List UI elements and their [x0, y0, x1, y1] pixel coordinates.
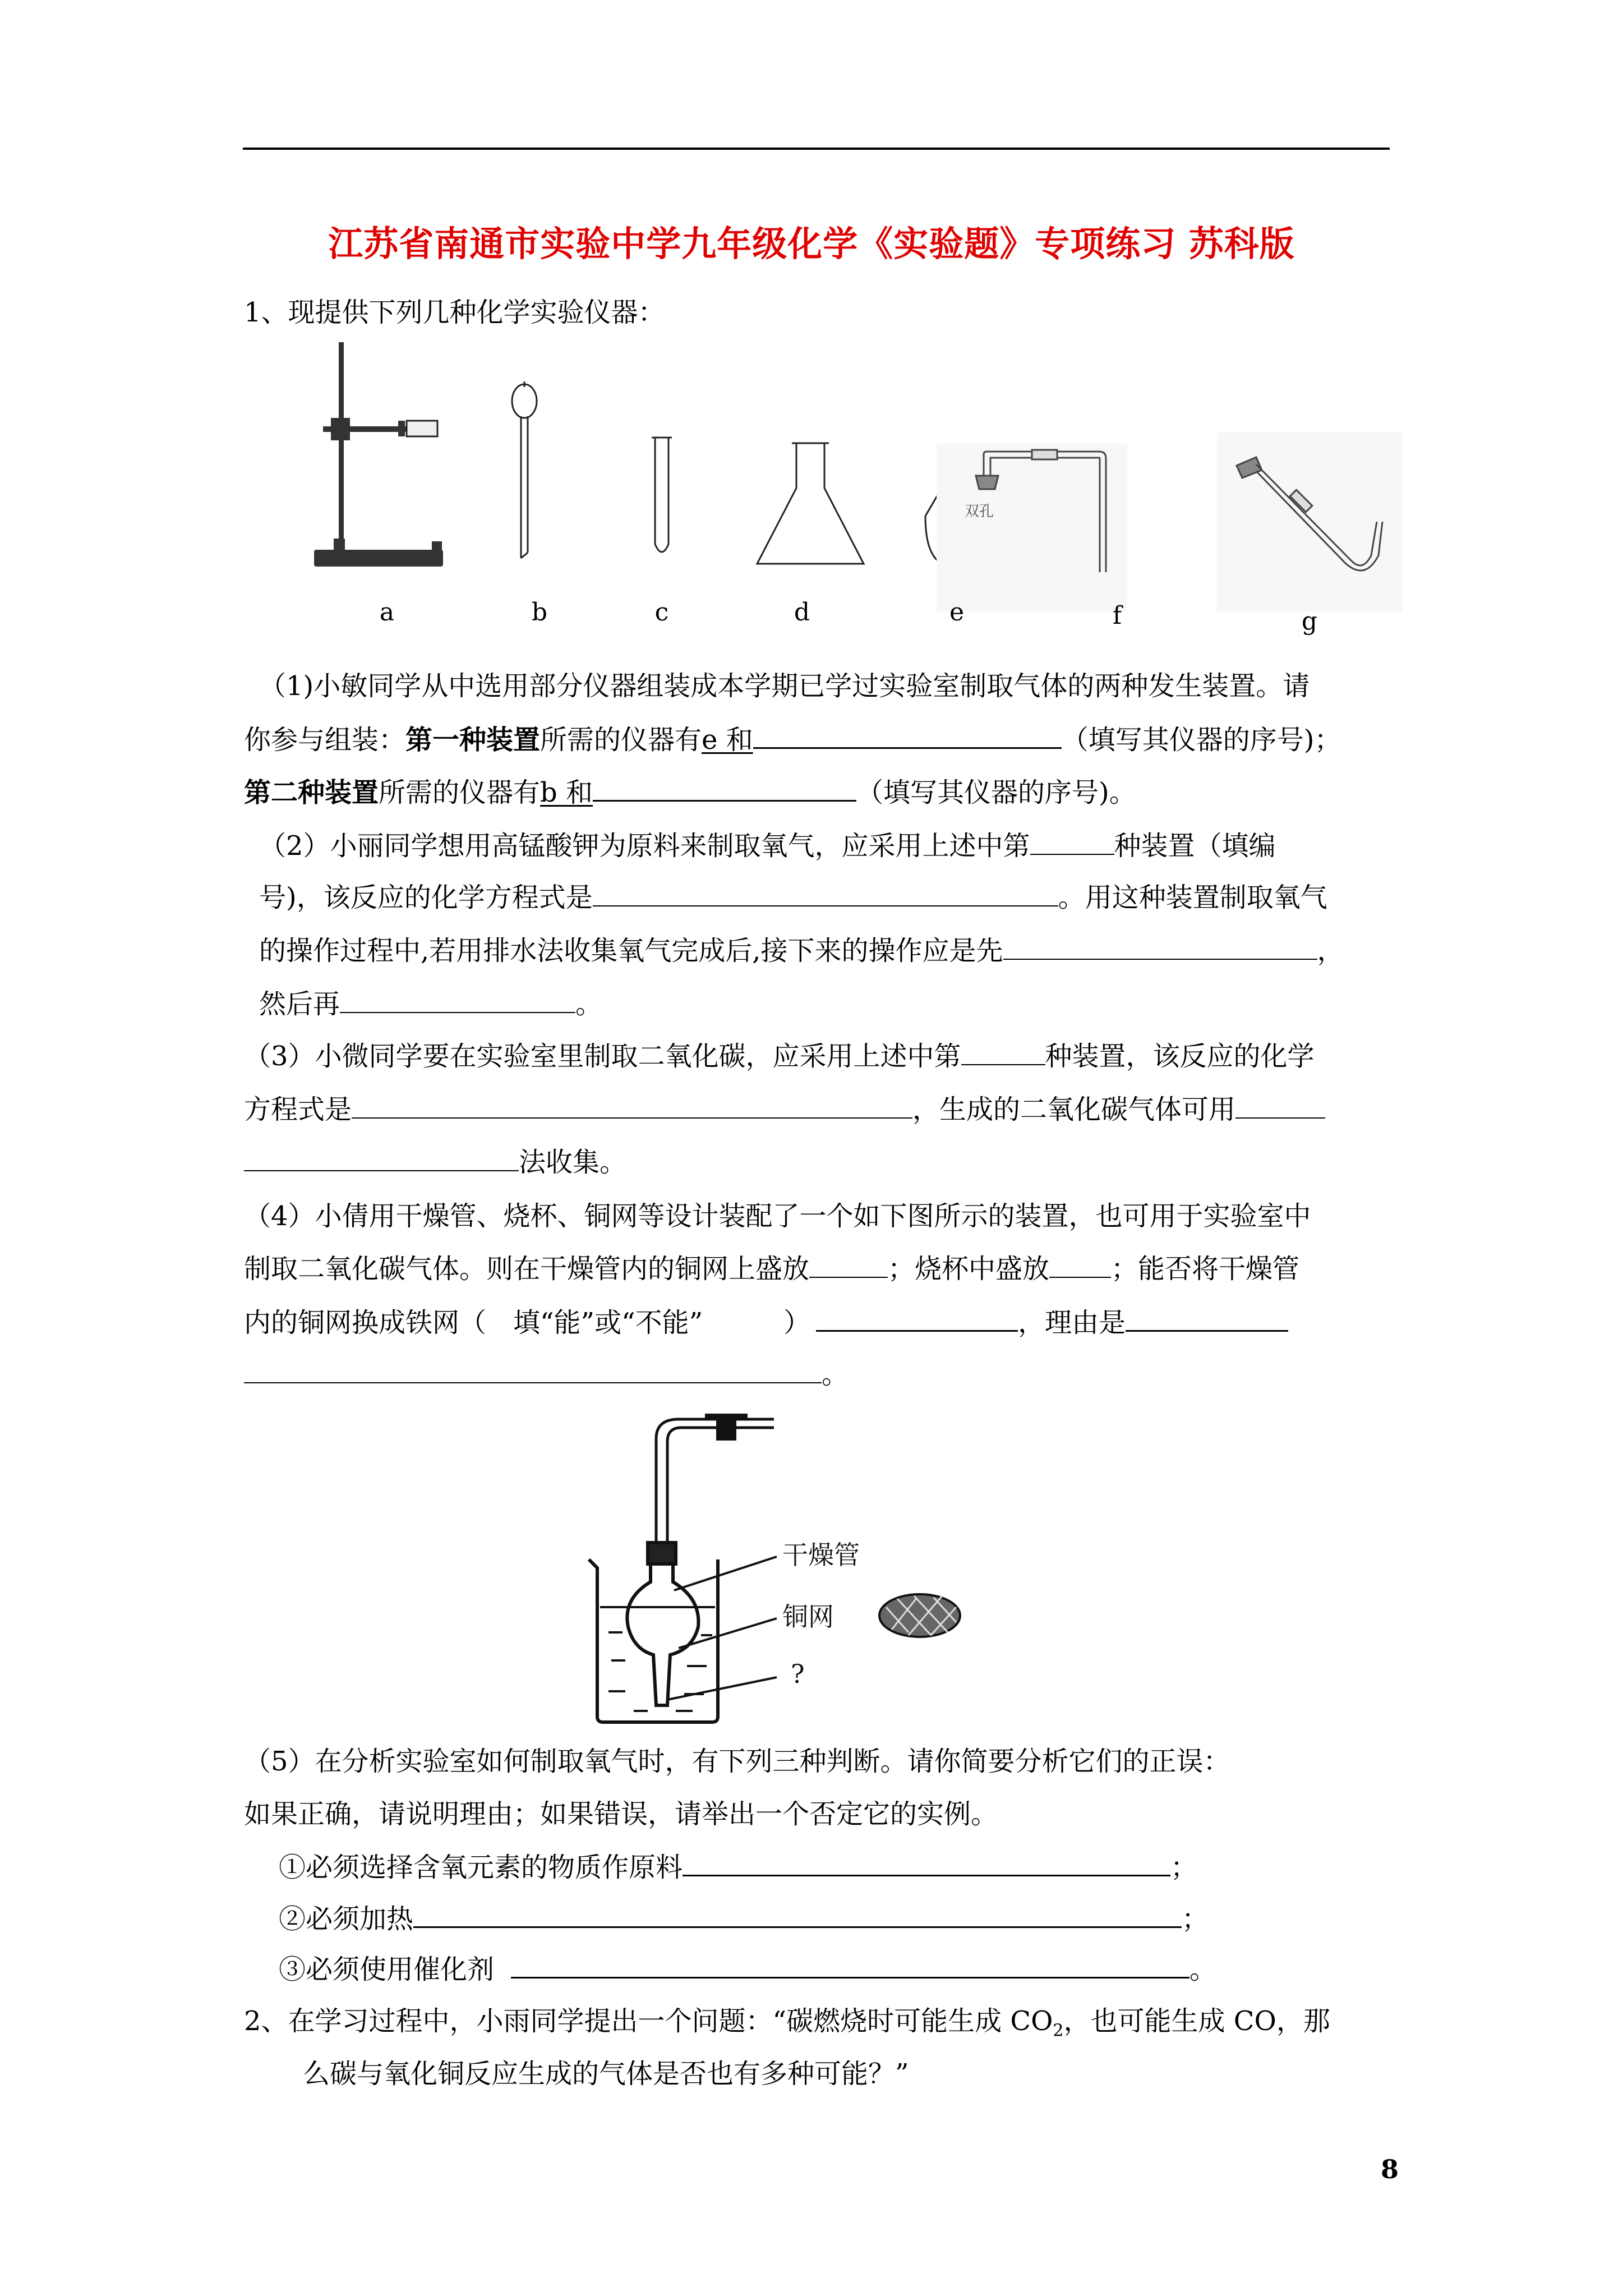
q1-part2-line1: （2）小丽同学想用高锰酸钾为原料来制取氧气，应采用上述中第 种装置（填编: [259, 830, 1276, 862]
drying-tube-label: 干燥管: [782, 1540, 860, 1570]
q1-part1-line3: 第二种装置所需的仪器有b 和 （填写其仪器的序号)。: [244, 775, 1136, 809]
separatory-funnel-illustration: [512, 381, 537, 558]
q1-part5-item2: ②必须加热 ；: [279, 1902, 1209, 1936]
q1-part4-line3: 内的铜网换成铁网（ 填“能”或“不能” ） ，理由是: [244, 1305, 1288, 1340]
answer-blank[interactable]: [1049, 1252, 1111, 1278]
answer-blank[interactable]: [511, 1952, 1189, 1978]
answer-blank[interactable]: [961, 1039, 1045, 1065]
answer-blank[interactable]: [244, 1358, 822, 1383]
q2-line1: 2、在学习过程中，小雨同学提出一个问题：“碳燃烧时可能生成 $CO_2$，也可能生成 CO，那: [244, 2005, 1330, 2041]
answer-blank[interactable]: [340, 987, 575, 1013]
q1-part5-line1: （5）在分析实验室如何制取氧气时，有下列三种判断。请你简要分析它们的正误：: [244, 1746, 1230, 1777]
q1-part1-line1: （1)小敏同学从中选用部分仪器组装成本学期已学过实验室制取气体的两种发生装置。请: [259, 670, 1310, 702]
page-number: 8: [1380, 2154, 1399, 2184]
answer-blank[interactable]: [1235, 1093, 1325, 1119]
q1-part3-line3: 法收集。: [244, 1145, 626, 1179]
q1-stem: 1、现提供下列几种化学实验仪器：: [244, 297, 665, 328]
apparatus-label-e: e: [949, 598, 965, 627]
q1-part5-line2: 如果正确，请说明理由；如果错误，请举出一个否定它的实例。: [244, 1798, 998, 1830]
answer-blank[interactable]: [413, 1902, 1182, 1928]
apparatus-label-c: c: [654, 598, 669, 627]
two-hole-stopper-tube-illustration: [937, 443, 1127, 611]
apparatus-label-a: a: [379, 598, 395, 627]
apparatus-label-d: d: [794, 598, 810, 627]
answer-blank[interactable]: [593, 775, 856, 802]
drying-tube-apparatus-figure: [555, 1414, 981, 1733]
bent-delivery-tube-illustration: [1217, 432, 1402, 611]
unknown-substance-label: ?: [791, 1659, 805, 1689]
answer-blank[interactable]: [1030, 829, 1114, 855]
answer-blank[interactable]: [352, 1093, 912, 1119]
q1-part2-line3: 的操作过程中,若用排水法收集氧气完成后,接下来的操作应是先 ，: [259, 935, 1344, 967]
apparatus-label-b: b: [531, 598, 548, 627]
q1-part2-line4: 然后再 。: [259, 988, 603, 1020]
answer-blank[interactable]: [753, 723, 1062, 749]
q1-part4-line1: （4）小倩用干燥管、烧杯、铜网等设计装配了一个如下图所示的装置，也可用于实验室中: [244, 1200, 1311, 1232]
q2-line2: 么碳与氧化铜反应生成的气体是否也有多种可能？”: [303, 2058, 909, 2090]
copper-mesh-label: 铜网: [782, 1602, 834, 1632]
header-rule: [243, 148, 1390, 150]
q1-part2-line2: 号)，该反应的化学方程式是 。用这种装置制取氧气: [259, 882, 1327, 913]
apparatus-figure: [303, 331, 1402, 634]
answer-blank[interactable]: [683, 1850, 1170, 1876]
q1-part5-item3: ③必须使用催化剂 。: [279, 1952, 1216, 1986]
iron-stand-illustration: [314, 342, 443, 567]
q1-part4-line4: 。: [244, 1358, 849, 1391]
q1-part4-line2: 制取二氧化碳气体。则在干燥管内的铜网上盛放 ；烧杯中盛放 ；能否将干燥管: [244, 1253, 1300, 1285]
double-hole-tag: 双孔: [965, 503, 994, 520]
answer-blank[interactable]: [1003, 934, 1317, 960]
answer-blank[interactable]: [816, 1305, 1018, 1332]
conical-flask-illustration: [757, 443, 864, 564]
answer-blank[interactable]: [1126, 1305, 1288, 1332]
q1-part1-line2: 你参与组装：第一种装置所需的仪器有e 和 （填写其仪器的序号)；: [244, 723, 1341, 757]
q1-part3-line1: （3）小微同学要在实验室里制取二氧化碳，应采用上述中第 种装置，该反应的化学: [244, 1041, 1315, 1072]
apparatus-label-g: g: [1301, 607, 1318, 636]
answer-blank[interactable]: [593, 881, 1058, 907]
apparatus-label-f: f: [1112, 601, 1122, 630]
page-title: 江苏省南通市实验中学九年级化学《实验题》专项练习 苏科版: [328, 223, 1295, 264]
answer-blank[interactable]: [809, 1252, 888, 1278]
q1-part5-item1: ①必须选择含氧元素的物质作原料 ；: [279, 1850, 1197, 1884]
q1-part3-line2: 方程式是 ，生成的二氧化碳气体可用: [244, 1093, 1325, 1126]
answer-blank[interactable]: [244, 1145, 519, 1171]
test-tube-illustration: [652, 438, 672, 552]
